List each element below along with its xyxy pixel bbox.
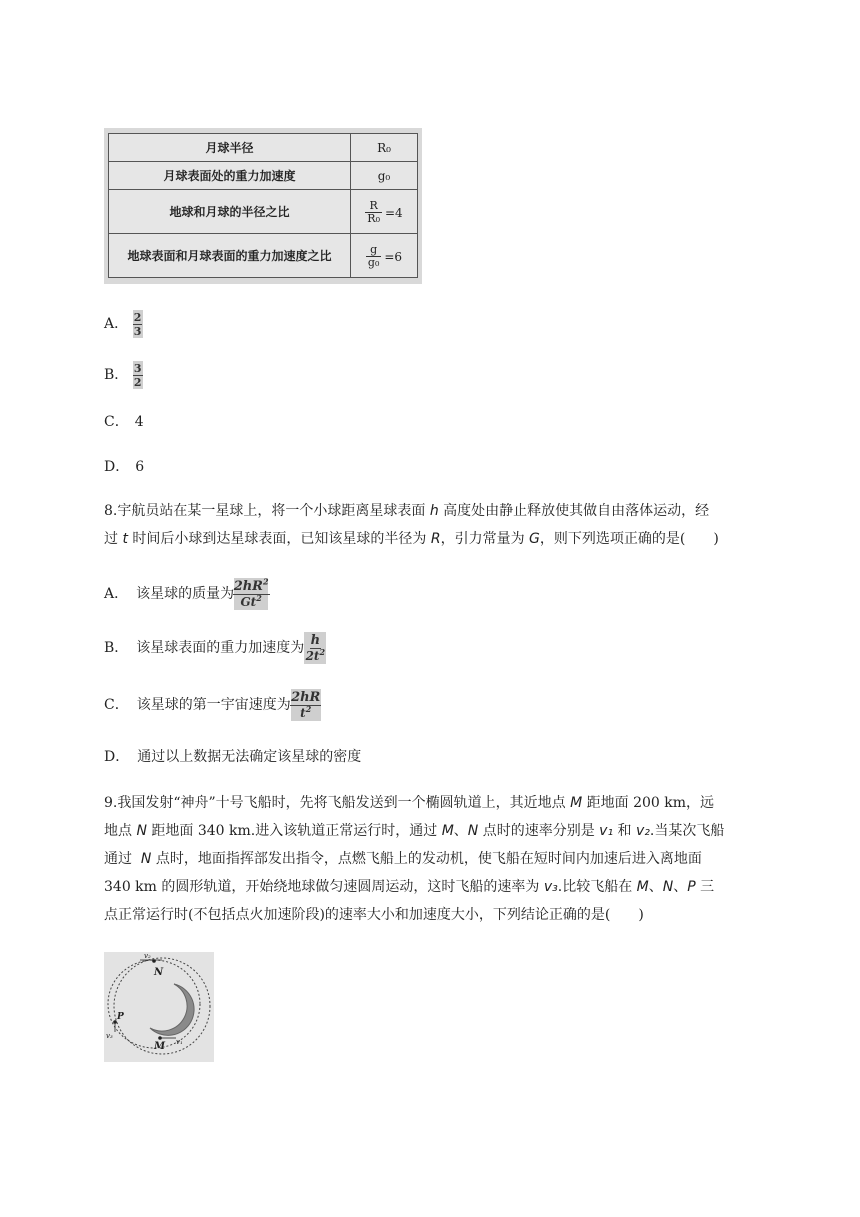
stem-text: 点时，地面指挥部发出指令，点燃飞船上的发动机，使飞船在短时间内加速后进入离地面 [155,851,702,867]
fraction-denominator: 2 [133,375,142,389]
label-N: N [154,967,164,978]
q7-option-c [104,412,144,432]
fraction-numerator: g [366,244,381,257]
fraction-denominator: Gt [240,594,257,609]
stem-text: 点正常运行时(不包括点火加速阶段)的速率大小和加速度大小，下列结论正确的是( ) [104,907,644,923]
label-M: M [154,1041,166,1052]
table-label: 地球表面和月球表面的重力加速度之比 [109,234,351,278]
var-N: N [662,879,674,895]
stem-text: .当某次飞船 [649,823,725,839]
q7-option-a [104,310,143,338]
fraction-numerator: 2hR [233,578,263,594]
table-label: 地球和月球的半径之比 [109,190,351,234]
var-M: M [441,823,454,839]
option-text: 该星球的质量为 [136,586,235,602]
var-v1: v₁ [599,823,614,839]
stem-text: 高度处由静止释放使其做自由落体运动，经 [443,503,710,519]
table-value: R₀ [351,134,418,162]
table-label: 月球表面处的重力加速度 [109,162,351,190]
stem-text: ，则下列选项正确的是( ) [539,531,719,547]
var-N: N [136,823,147,839]
formula-image: $\frac{2hR^2}{Gt^2}$ [233,576,269,609]
stem-text: 距地面 200 km，远 [586,795,715,811]
stem-text: 8.宇航员站在某一星球上，将一个小球距离星球表面 [104,503,426,519]
formula-image: $\frac{2hR}{t^2}$ [291,689,321,720]
option-text: 该星球表面的重力加速度为 [136,640,305,656]
stem-text: .比较飞船在 [557,879,633,895]
option-text: 4 [134,414,144,430]
table-value [351,234,418,278]
option-label: D． [104,749,130,765]
option-label: D． [104,459,130,475]
option-label: A． [104,316,129,332]
fraction-denominator: t [300,705,306,720]
table-label: 月球半径 [109,134,351,162]
option-label: A． [104,586,129,602]
fraction-numerator: 3 [133,361,142,375]
option-text: 该星球的第一宇宙速度为 [136,697,291,713]
stem-text: 通过 [104,851,132,867]
ratio-value: =4 [385,205,403,220]
q7-option-b [104,361,143,389]
formula-image: $\frac{h}{2t^2}$ [305,632,326,663]
label-v1: v₁ [176,1038,183,1046]
stem-text: 过 [104,531,118,547]
data-table-image [104,128,422,284]
var-v3: v₃ [543,879,558,895]
data-table [108,133,418,278]
var-R: R [430,531,441,547]
label-v2: v₂ [144,952,151,960]
stem-text: 点时的速率分别是 [482,823,595,839]
var-M: M [636,879,649,895]
stem-text: 9.我国发射“神舟”十号飞船时，先将飞船发送到一个椭圆轨道上，其近地点 [104,795,566,811]
option-label: C． [104,697,129,713]
var-N: N [140,851,152,867]
var-G: G [529,531,540,547]
fraction-denominator: 3 [133,324,142,338]
fraction-numerator: 2 [133,310,142,324]
stem-text: 和 [617,823,632,839]
fraction-denominator: g₀ [367,256,380,270]
q8-option-d [104,747,361,767]
stem-text: 340 km 的圆形轨道，开始绕地球做匀速圆周运动，这时飞船的速率为 [104,879,540,895]
option-label: B． [104,640,129,656]
option-text: 6 [135,459,145,475]
stem-text: 距地面 340 km.进入该轨道正常运行时，通过 [151,823,438,839]
q8-option-c [104,689,321,721]
ratio-value: =6 [384,249,403,264]
q7-option-d [104,457,144,477]
orbit-diagram-svg [104,952,214,1062]
table-row [109,190,418,234]
fraction-denominator: R₀ [367,212,380,226]
earth-icon [150,984,194,1035]
table-value: g₀ [351,162,418,190]
table-row [109,134,418,162]
label-P: P [117,1012,124,1022]
stem-text: 、 [648,879,663,895]
var-t: t [122,531,128,547]
fraction-denominator: 2t [305,648,320,663]
stem-text: 地点 [104,823,132,839]
stem-text: 、 [453,823,468,839]
stem-text: ，引力常量为 [440,531,525,547]
q8-option-a [104,578,268,610]
stem-text: 时间后小球到达星球表面，已知该星球的半径为 [132,531,427,547]
fraction-numerator: R [365,200,382,213]
option-label: C． [104,414,129,430]
stem-text: 三 [700,879,715,895]
fraction-numerator: 2hR [291,689,321,705]
table-row [109,234,418,278]
option-label: B． [104,367,129,383]
orbit-diagram [104,952,214,1062]
q8-option-b [104,632,326,664]
var-M: M [570,795,583,811]
table-row [109,162,418,190]
q8-stem [104,497,756,553]
fraction-image [133,310,143,338]
var-N: N [467,823,479,839]
q9-stem [104,789,756,929]
fraction-numerator: h [310,632,321,648]
var-v2: v₂ [635,823,650,839]
var-h: h [429,503,439,519]
option-text: 通过以上数据无法确定该星球的密度 [137,749,362,765]
table-value [351,190,418,234]
fraction-image [133,361,143,389]
stem-text: 、 [673,879,688,895]
var-P: P [687,879,696,895]
label-v3: v₃ [106,1032,113,1040]
